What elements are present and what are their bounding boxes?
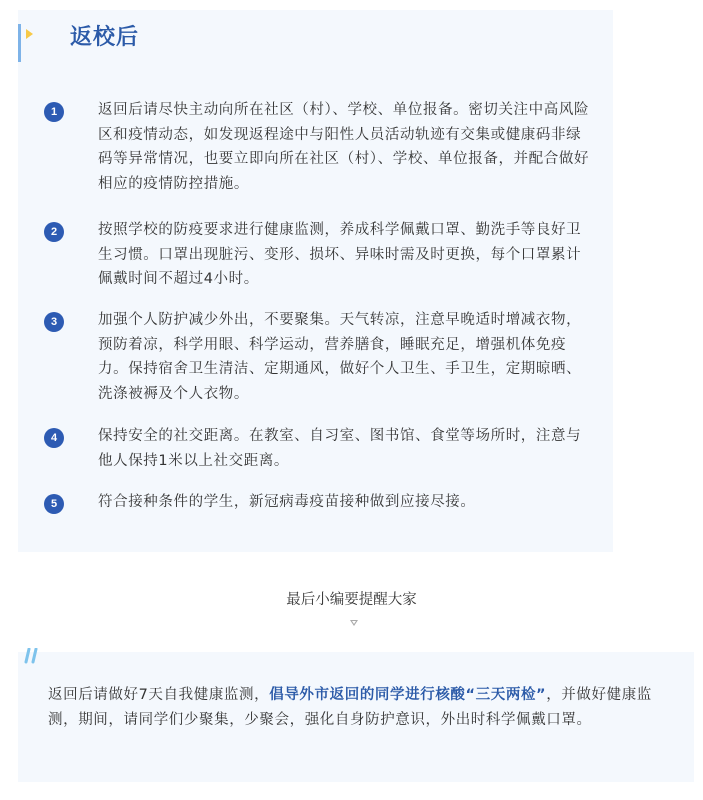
reminder-text-start: 返回后请做好7天自我健康监测， xyxy=(48,687,270,703)
list-item-text: 按照学校的防疫要求进行健康监测，养成科学佩戴口罩、勤洗手等良好卫生习惯。口罩出现脏污、变形、损坏、异味时需及时更换，每个口罩累计佩戴时间不超过4小时。 xyxy=(98,222,582,287)
triangle-arrow-icon xyxy=(26,29,33,39)
reminder-text-end: ，并做好健康监测，期间，请同学们少聚集，少聚会，强化自身防护意识，外出时科学佩戴口罩。 xyxy=(48,687,652,728)
list-item-text: 保持安全的社交距离。在教室、自习室、图书馆、食堂等场所时，注意与他人保持1米以上社交距离。 xyxy=(98,428,582,469)
number-badge: 2 xyxy=(44,222,64,242)
quote-mark-icon xyxy=(22,648,40,666)
return-to-school-card xyxy=(18,10,613,552)
number-badge: 3 xyxy=(44,312,64,332)
down-triangle-icon-inner xyxy=(352,621,356,624)
reminder-highlight: 倡导外市返回的同学进行核酸“三天两检” xyxy=(269,687,547,703)
reminder-text xyxy=(48,683,673,733)
list-item-text: 符合接种条件的学生，新冠病毒疫苗接种做到应接尽接。 xyxy=(98,494,476,510)
list-item-text: 返回后请尽快主动向所在社区（村）、学校、单位报备。密切关注中高风险区和疫情动态，如发现返程途中与阳性人员活动轨迹有交集或健康码非绿码等异常情况，也要立即向所在社区（村）、学校、单位报备，并配合做好相应的疫情防控措施。 xyxy=(98,102,590,192)
number-badge: 4 xyxy=(44,428,64,448)
title-accent-bar xyxy=(18,24,21,62)
number-badge: 1 xyxy=(44,102,64,122)
section-title: 返校后 xyxy=(70,25,140,50)
list-item-text: 加强个人防护减少外出，不要聚集。天气转凉，注意早晚适时增减衣物，预防着凉，科学用眼、科学运动，营养膳食，睡眠充足，增强机体免疫力。保持宿舍卫生清洁、定期通风，做好个人卫生、手卫生，定期晾晒、洗涤被褥及个人衣物。 xyxy=(98,312,582,402)
reminder-label: 最后小编要提醒大家 xyxy=(286,592,417,608)
number-badge: 5 xyxy=(44,494,64,514)
